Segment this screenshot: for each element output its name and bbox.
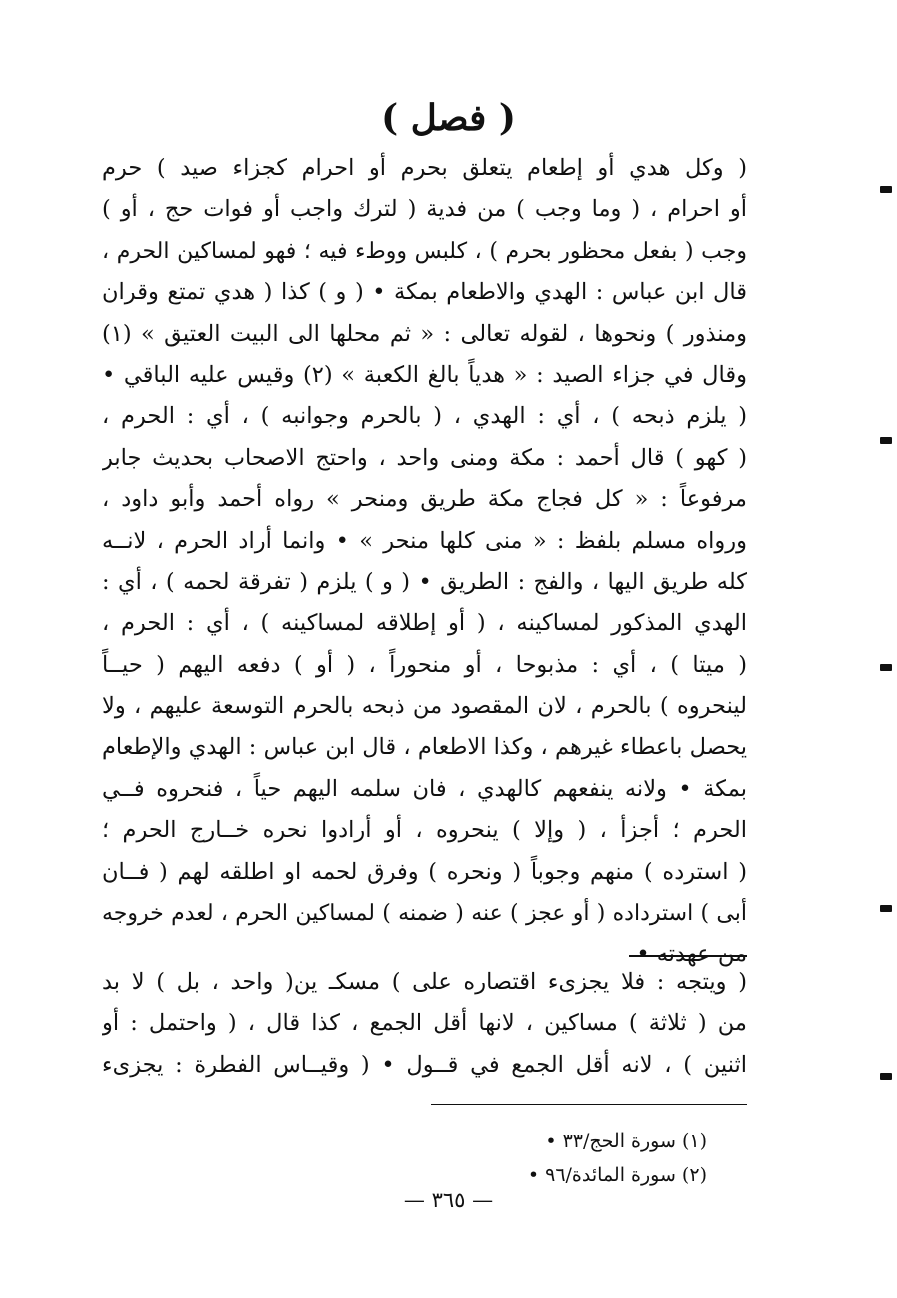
footnote-rule [431, 1104, 747, 1105]
text-line: لينحروه ) بالحرم ، لان المقصود من ذبحه بالحرم التوسعة عليهم ، ولا [102, 693, 747, 720]
text-line: بمكة • ولانه ينفعهم كالهدي ، فان سلمه اليهم حياً ، فنحروه فــي [102, 775, 747, 802]
section-heading: ( فصل ) [381, 97, 516, 139]
text-line: كله طريق اليها ، والفج : الطريق • ( و ) يلزم ( تفرقة لحمه ) ، أي : [102, 568, 747, 595]
text-line: ( يلزم ذبحه ) ، أي : الهدي ، ( بالحرم وجوانبه ) ، أي : الحرم ، [102, 403, 747, 430]
second-paragraph [102, 962, 747, 1086]
text-line: الحرم ؛ أجزأ ، ( وإلا ) ينحروه ، أو أرادوا نحره خــارج الحرم ؛ [102, 817, 747, 844]
text-line: اثنين ) ، لانه أقل الجمع في قــول • ( وقيــاس الفطرة : يجزىء [102, 1051, 747, 1078]
text-line: ( ميتا ) ، أي : مذبوحا ، أو منحوراً ، ( أو ) دفعه اليهم ( حيــاً [102, 651, 747, 678]
text-line: وجب ( بفعل محظور بحرم ) ، كلبس ووطء فيه ؛ فهو لمساكين الحرم ، [102, 238, 747, 264]
text-line: ( ويتجه : فلا يجزىء اقتصاره على ) مسكـ ين( واحد ، بل ) لا بد [102, 969, 747, 995]
text-line: أو احرام ، ( وما وجب ) من فدية ( لترك واجب أو فوات حج ، أو ) [102, 196, 747, 223]
text-line: ( استرده ) منهم وجوباً ( ونحره ) وفرق لحمه او اطلقه لهم ( فــان [102, 858, 747, 885]
text-line: الهدي المذكور لمساكينه ، ( أو إطلاقه لمساكينه ) ، أي : الحرم ، [102, 610, 747, 637]
text-line: ( وكل هدي أو إطعام يتعلق بحرم أو احرام كجزاء صيد ) حرم [102, 155, 747, 181]
margin-mark [880, 905, 892, 912]
paragraph-separator-rule [629, 955, 747, 957]
margin-mark [880, 186, 892, 193]
page-number: — ٣٦٥ — [403, 1188, 494, 1212]
footnote: (١) سورة الحج/٣٣ • [545, 1130, 707, 1152]
footnote: (٢) سورة المائدة/٩٦ • [527, 1164, 707, 1186]
text-line: من ( ثلاثة ) مساكين ، لانها أقل الجمع ، كذا قال ، ( واحتمل : أو [102, 1010, 747, 1037]
text-line: ورواه مسلم بلفظ : « منى كلها منحر » • وانما أراد الحرم ، لانــه [102, 527, 747, 554]
margin-mark [880, 437, 892, 444]
text-line: أبى ) استرداده ( أو عجز ) عنه ( ضمنه ) لمساكين الحرم ، لعدم خروجه [102, 901, 747, 927]
margin-mark [880, 664, 892, 671]
text-line: مرفوعاً : « كل فجاج مكة طريق ومنحر » رواه أحمد وأبو داود ، [102, 486, 747, 513]
margin-mark [880, 1073, 892, 1080]
text-line: وقال في جزاء الصيد : « هدياً بالغ الكعبة » (٢) وقيس عليه الباقي • [102, 361, 747, 388]
text-line: من عهدته • [636, 941, 747, 968]
text-line: يحصل باعطاء غيرهم ، وكذا الاطعام ، قال ابن عباس : الهدي والإطعام [102, 734, 747, 761]
footnotes [528, 1124, 707, 1192]
text-line: ( كهو ) قال أحمد : مكة ومنى واحد ، واحتج الاصحاب بحديث جابر [102, 444, 747, 471]
text-line: قال ابن عباس : الهدي والاطعام بمكة • ( و ) كذا ( هدي تمتع وقران [102, 279, 747, 306]
text-line: ومنذور ) ونحوها ، لقوله تعالى : « ثم محلها الى البيت العتيق » (١) [102, 320, 747, 347]
main-paragraph [102, 148, 747, 976]
